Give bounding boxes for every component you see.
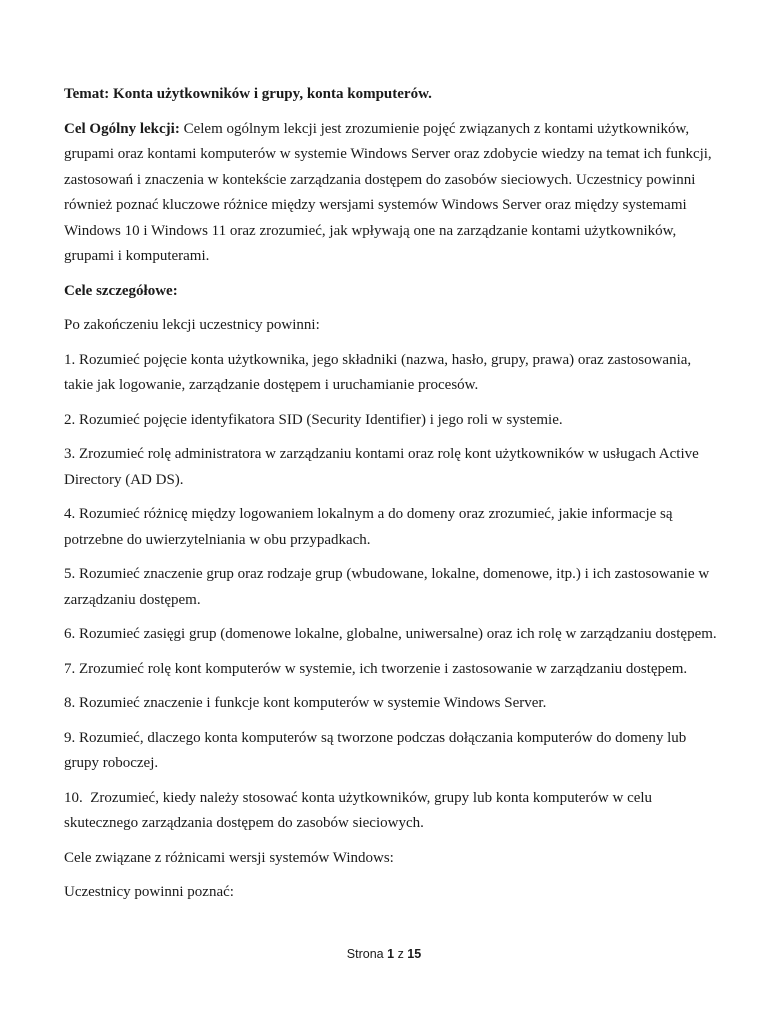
document-title: Temat: Konta użytkowników i grupy, konta komputerów. <box>64 86 432 102</box>
goal-list-item <box>64 348 724 399</box>
goal-item-number: 5. <box>64 566 76 582</box>
goal-list-item <box>64 408 724 434</box>
goal-item-number: 10. <box>64 789 83 806</box>
goal-item-number: 8. <box>64 695 76 711</box>
goal-item-number: 6. <box>64 626 76 642</box>
goal-item-number: 9. <box>64 729 76 746</box>
goal-item-number: 4. <box>64 506 76 522</box>
document-body <box>64 82 724 915</box>
detailed-goals-intro: Po zakończeniu lekcji uczestnicy powinni: <box>64 317 320 333</box>
goal-list-item <box>64 657 724 683</box>
goal-list-item <box>64 562 724 613</box>
goal-list-item <box>64 726 724 777</box>
general-goal-paragraph <box>64 117 724 270</box>
goal-item-text: Rozumieć różnicę między logowaniem lokalnym a do domeny oraz zrozumieć, jakie informacje są potrzebne do uwierzytelniania w obu przypadkach. <box>64 506 673 548</box>
versions-intro: Uczestnicy powinni poznać: <box>64 884 234 900</box>
goal-item-text: Rozumieć pojęcie konta użytkownika, jego składniki (nazwa, hasło, grupy, prawa) oraz zastosowania, takie jak logowanie, zarządzanie dostępem i uruchamianie procesów. <box>64 351 692 393</box>
goal-item-text: Zrozumieć, kiedy należy stosować konta użytkowników, grupy lub konta komputerów w celu skutecznego zarządzania dostępem do zasobów sieciowych. <box>64 789 653 831</box>
goal-list <box>64 348 724 837</box>
general-goal-label: Cel Ogólny lekcji: <box>64 120 180 137</box>
goal-item-text: Rozumieć znaczenie grup oraz rodzaje grup (wbudowane, lokalne, domenowe, itp.) i ich zastosowanie w zarządzaniu dostępem. <box>64 566 710 608</box>
goal-item-text: Rozumieć, dlaczego konta komputerów są tworzone podczas dołączania komputerów do domeny lub grupy roboczej. <box>64 729 687 771</box>
versions-heading: Cele związane z różnicami wersji systemów Windows: <box>64 849 394 866</box>
goal-list-item <box>64 622 724 648</box>
page-separator: z <box>397 947 404 961</box>
goal-item-text: Rozumieć pojęcie identyfikatora SID (Security Identifier) i jego roli w systemie. <box>79 411 563 428</box>
page-label: Strona <box>346 947 384 961</box>
goal-item-text: Rozumieć znaczenie i funkcje kont komputerów w systemie Windows Server. <box>79 695 547 711</box>
general-goal-text: Celem ogólnym lekcji jest zrozumienie pojęć związanych z kontami użytkowników, grupami oraz kontami komputerów w systemie Windows Server oraz zdobycie wiedzy na temat ich funkcji, zastosowań i znaczenia w kontekście zarządzania dostępem do zasobów sieciowych. Uczestnicy powinni również poznać kluczowe różnice między wersjami systemów Windows Server oraz między systemami Windows 10 i Windows 11 oraz zrozumieć, jak wpływają one na zarządzanie kontami użytkowników, grupami i komputerami. <box>64 120 712 264</box>
goal-list-item <box>64 691 724 717</box>
goal-item-text: Rozumieć zasięgi grup (domenowe lokalne, globalne, uniwersalne) oraz ich rolę w zarządzaniu dostępem. <box>79 626 717 642</box>
goal-item-number: 7. <box>64 660 76 677</box>
goal-item-number: 1. <box>64 351 76 368</box>
goal-list-item <box>64 786 724 837</box>
detailed-goals-heading: Cele szczegółowe: <box>64 282 178 299</box>
goal-item-text: Zrozumieć rolę kont komputerów w systemie, ich tworzenie i zastosowanie w zarządzaniu dostępem. <box>79 660 688 677</box>
page-footer <box>0 945 768 963</box>
total-page-count: 15 <box>407 947 422 961</box>
goal-item-number: 3. <box>64 446 76 462</box>
current-page-number: 1 <box>387 947 395 961</box>
goal-list-item <box>64 442 724 493</box>
goal-item-number: 2. <box>64 411 76 428</box>
goal-list-item <box>64 502 724 553</box>
goal-item-text: Zrozumieć rolę administratora w zarządzaniu kontami oraz rolę kont użytkowników w usługach Active Directory (AD DS). <box>64 446 699 488</box>
